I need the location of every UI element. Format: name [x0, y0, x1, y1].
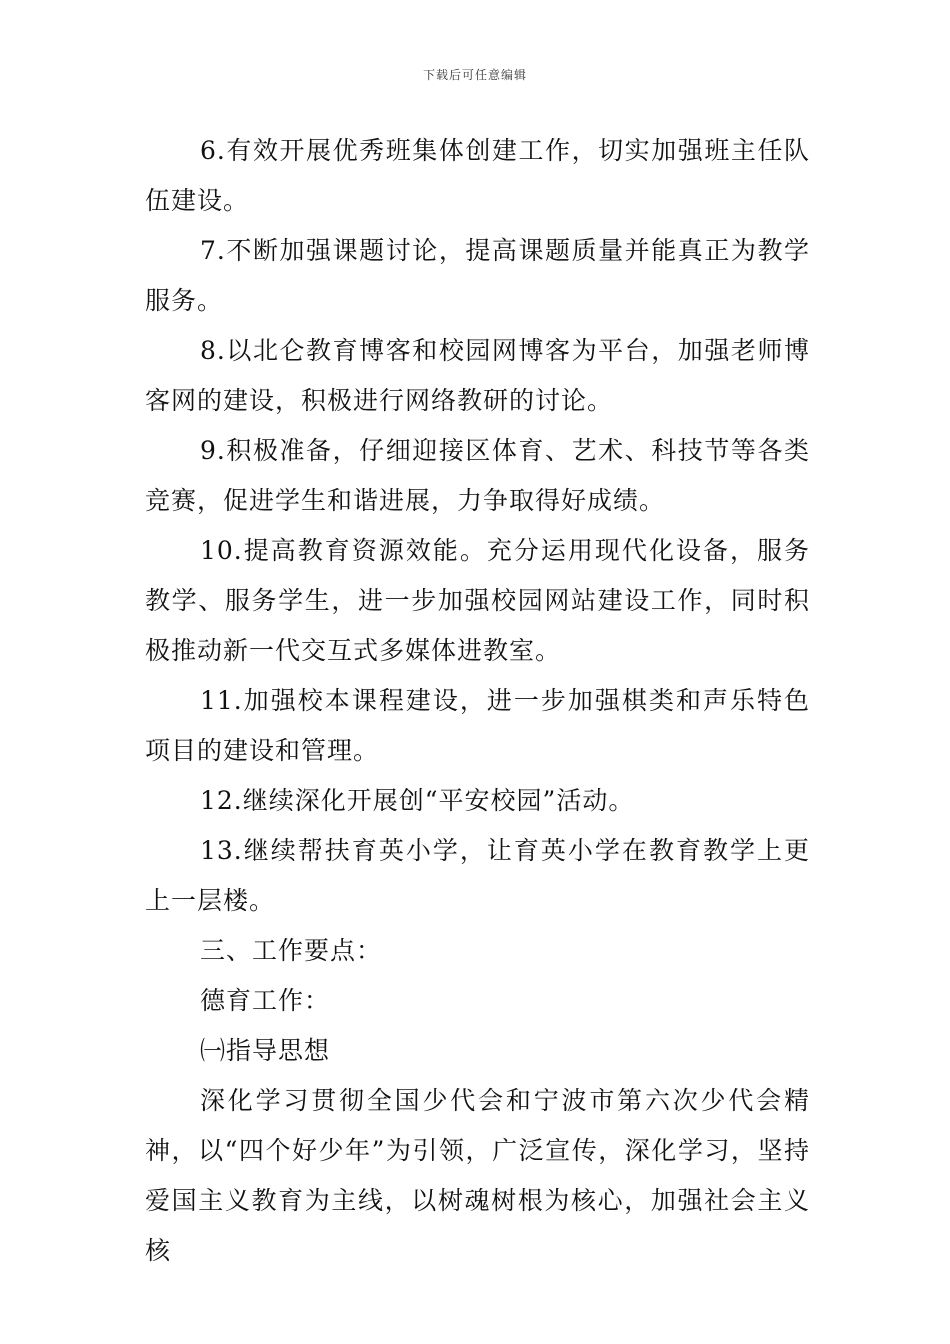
paragraph-item-12: 12.继续深化开展创“平安校园”活动。: [200, 786, 635, 815]
paragraph-item-8: 8.以北仑教育博客和校园网博客为平台，加强老师博客网的建设，积极进行网络教研的讨论。: [145, 336, 810, 415]
paragraph-guiding-ideology: 深化学习贯彻全国少代会和宁波市第六次少代会精神，以“四个好少年”为引领，广泛宣传，深化学习，坚持爱国主义教育为主线，以树魂树根为核心，加强社会主义核: [145, 1086, 810, 1265]
subsection-heading-guiding-ideology: ㈠指导思想: [200, 1036, 331, 1065]
paragraph-item-6: 6.有效开展优秀班集体创建工作，切实加强班主任队伍建设。: [145, 136, 810, 215]
paragraph-item-13: 13.继续帮扶育英小学，让育英小学在教育教学上更上一层楼。: [145, 836, 810, 915]
paragraph-item-10: 10.提高教育资源效能。充分运用现代化设备，服务教学、服务学生，进一步加强校园网站建设工作，同时积极推动新一代交互式多媒体进教室。: [145, 536, 810, 665]
page-header: 下载后可任意编辑: [422, 68, 527, 82]
section-heading-work-points: 三、工作要点：: [200, 936, 383, 965]
paragraph-item-9: 9.积极准备，仔细迎接区体育、艺术、科技节等各类竞赛，促进学生和谐进展，力争取得好成绩。: [145, 436, 810, 515]
paragraph-item-11: 11.加强校本课程建设，进一步加强棋类和声乐特色项目的建设和管理。: [145, 686, 810, 765]
paragraph-item-7: 7.不断加强课题讨论，提高课题质量并能真正为教学服务。: [145, 236, 810, 315]
subsection-heading-moral-education: 德育工作：: [200, 986, 331, 1015]
document-body: [145, 126, 810, 1276]
